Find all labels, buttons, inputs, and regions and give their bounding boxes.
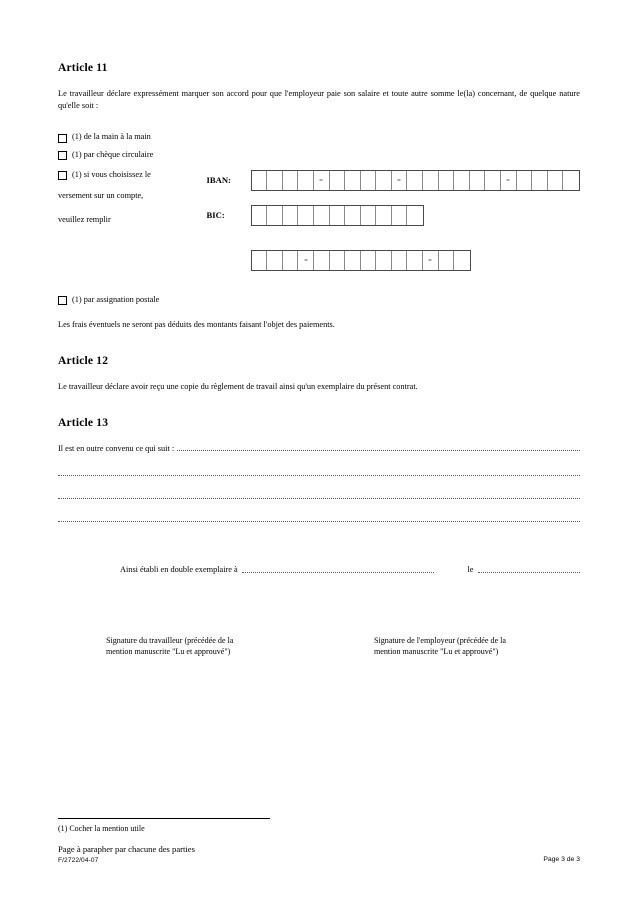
page-number: Page 3 de 3 xyxy=(543,856,580,863)
write-in-line[interactable] xyxy=(58,512,580,522)
iban-input-cells[interactable] xyxy=(251,170,580,191)
input-cell[interactable] xyxy=(517,171,533,190)
form-reference: F/2722/04-07 xyxy=(58,857,99,864)
input-cell[interactable] xyxy=(392,206,408,225)
cell-separator[interactable] xyxy=(423,251,439,270)
input-cell[interactable] xyxy=(532,171,548,190)
account-field-row xyxy=(207,250,580,271)
fees-note: Les frais éventuels ne seront pas déduits des montants faisant l'objet des paiements. xyxy=(58,320,335,330)
bic-field-row xyxy=(207,205,580,226)
input-cell[interactable] xyxy=(252,206,268,225)
article-13-lead: Il est en outre convenu ce qui suit : xyxy=(58,443,175,453)
worker-signature-line-2: mention manuscrite "Lu et approuvé") xyxy=(106,647,231,657)
cell-separator[interactable] xyxy=(314,171,330,190)
payment-option-cheque[interactable] xyxy=(58,150,580,161)
bic-label: BIC: xyxy=(206,210,225,221)
account-input-cells[interactable] xyxy=(251,250,471,271)
input-cell[interactable] xyxy=(330,251,346,270)
footnote-text: (1) Cocher la mention utile xyxy=(58,824,145,834)
cell-separator[interactable] xyxy=(392,171,408,190)
payment-option-label: (1) par assignation postale xyxy=(72,294,160,304)
iban-field-row xyxy=(207,170,580,191)
footer-divider xyxy=(58,818,270,819)
page-footer xyxy=(58,818,580,864)
input-cell[interactable] xyxy=(439,251,455,270)
article-12-title: Article 12 xyxy=(58,355,109,368)
input-cell[interactable] xyxy=(361,251,377,270)
input-cell[interactable] xyxy=(439,171,455,190)
input-cell[interactable] xyxy=(267,171,283,190)
payment-option-postal[interactable] xyxy=(58,295,580,306)
payment-method-section xyxy=(58,132,580,271)
input-cell[interactable] xyxy=(345,171,361,190)
input-cell[interactable] xyxy=(563,171,579,190)
transfer-note-line-1: versement sur un compte, xyxy=(58,191,144,201)
checkbox-icon[interactable] xyxy=(58,134,67,143)
input-cell[interactable] xyxy=(454,171,470,190)
employer-signature-line-2: mention manuscrite "Lu et approuvé") xyxy=(374,647,499,657)
input-cell[interactable] xyxy=(298,206,314,225)
transfer-note-line-2: veuillez remplir xyxy=(58,215,111,225)
worker-signature-line-1: Signature du travailleur (précédée de la xyxy=(106,636,234,646)
date-label: le xyxy=(467,565,474,575)
input-cell[interactable] xyxy=(454,251,470,270)
iban-label: IBAN: xyxy=(206,175,231,186)
cell-separator[interactable] xyxy=(501,171,517,190)
input-cell[interactable] xyxy=(298,171,314,190)
input-cell[interactable] xyxy=(548,171,564,190)
input-cell[interactable] xyxy=(361,171,377,190)
input-cell[interactable] xyxy=(376,171,392,190)
input-cell[interactable] xyxy=(314,251,330,270)
input-cell[interactable] xyxy=(485,171,501,190)
checkbox-icon[interactable] xyxy=(58,296,67,305)
established-label: Ainsi établi en double exemplaire à xyxy=(120,565,238,575)
input-cell[interactable] xyxy=(330,206,346,225)
cell-separator[interactable] xyxy=(298,251,314,270)
payment-option-transfer-group xyxy=(58,170,207,226)
input-cell[interactable] xyxy=(376,206,392,225)
bic-input-cells[interactable] xyxy=(251,205,425,226)
input-cell[interactable] xyxy=(283,206,299,225)
input-cell[interactable] xyxy=(392,251,408,270)
input-cell[interactable] xyxy=(407,206,423,225)
checkbox-icon[interactable] xyxy=(58,151,67,160)
article-13-first-line[interactable] xyxy=(58,443,580,453)
input-cell[interactable] xyxy=(345,251,361,270)
payment-option-label: (1) par chèque circulaire xyxy=(72,149,154,159)
input-cell[interactable] xyxy=(407,251,423,270)
input-cell[interactable] xyxy=(252,251,268,270)
place-input-line[interactable] xyxy=(242,564,434,573)
input-cell[interactable] xyxy=(361,206,377,225)
write-in-line[interactable] xyxy=(58,489,580,499)
input-cell[interactable] xyxy=(407,171,423,190)
article-11-body: Le travailleur déclare expressément marquer son accord pour que l'employeur paie son salaire et toute autre somme le(la) concernant, de quelque nature qu'elle soit : xyxy=(58,89,580,111)
document-content xyxy=(58,62,580,658)
input-cell[interactable] xyxy=(376,251,392,270)
employer-signature-block[interactable] xyxy=(374,636,580,658)
write-in-line[interactable] xyxy=(177,443,580,451)
payment-option-transfer[interactable] xyxy=(58,170,207,181)
input-cell[interactable] xyxy=(345,206,361,225)
payment-option-label: (1) si vous choisissez le xyxy=(72,169,151,179)
write-in-line[interactable] xyxy=(58,466,580,476)
worker-signature-block[interactable] xyxy=(106,636,374,658)
input-cell[interactable] xyxy=(283,171,299,190)
article-13-title: Article 13 xyxy=(58,417,109,430)
checkbox-icon[interactable] xyxy=(58,171,67,180)
established-row xyxy=(120,564,580,575)
article-12-body: Le travailleur déclare avoir reçu une copie du règlement de travail ainsi qu'un exemplaire du présent contrat. xyxy=(58,382,418,392)
payment-option-cash[interactable] xyxy=(58,132,580,143)
article-11-title: Article 11 xyxy=(58,62,108,74)
input-cell[interactable] xyxy=(267,251,283,270)
input-cell[interactable] xyxy=(330,171,346,190)
input-cell[interactable] xyxy=(283,251,299,270)
input-cell[interactable] xyxy=(314,206,330,225)
input-cell[interactable] xyxy=(252,171,268,190)
input-cell[interactable] xyxy=(267,206,283,225)
date-input-line[interactable] xyxy=(478,564,581,573)
payment-option-label: (1) de la main à la main xyxy=(72,132,151,142)
employer-signature-line-1: Signature de l'employeur (précédée de la xyxy=(374,636,507,646)
input-cell[interactable] xyxy=(470,171,486,190)
signature-section xyxy=(106,636,580,658)
initial-note: Page à parapher par chacune des parties xyxy=(58,844,195,855)
input-cell[interactable] xyxy=(423,171,439,190)
